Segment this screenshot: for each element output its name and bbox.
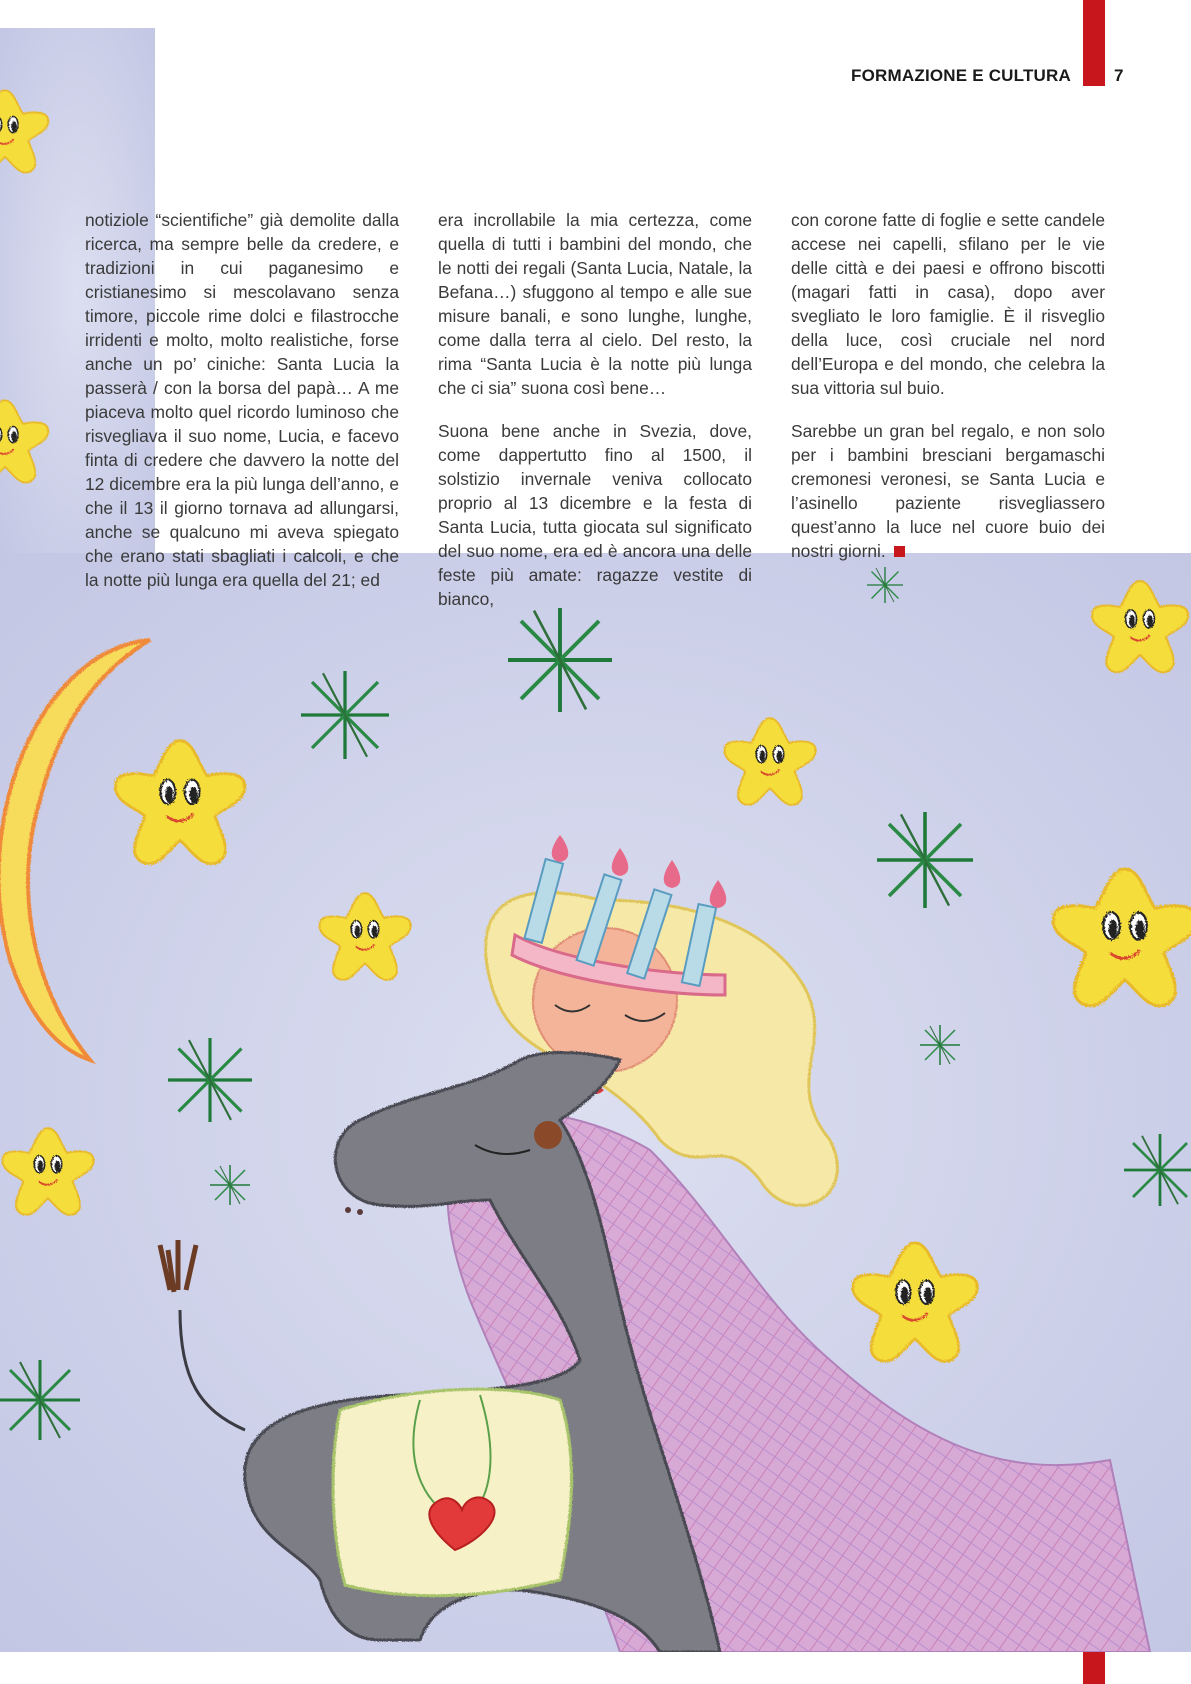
header-accent-bar (1083, 0, 1105, 86)
end-of-article-mark (894, 546, 905, 557)
asterisk-star-icon (168, 1038, 252, 1122)
article-column-2 (438, 208, 752, 630)
section-title: FORMAZIONE E CULTURA (851, 66, 1071, 85)
article-column-1 (85, 208, 399, 611)
asterisk-star-icon (301, 671, 389, 759)
paragraph-text: Sarebbe un gran bel regalo, e non solo per i bambini bresciani bergamaschi cremonesi veronesi, se Santa Lucia e l’asinello paziente risvegliassero quest’anno la luce nel cuore buio dei nostri giorni. (791, 421, 1105, 561)
paragraph: notiziole “scientifiche” già demolite dalla ricerca, ma sempre belle da credere, e tradizioni in cui paganesimo e cristianesimo si mescolavano senza timore, piccole rime dolci e filastrocche irridenti e molto, molto realistiche, forse anche un po’ ciniche: Santa Lucia la passerà / con la borsa del papà… A me piaceva molto quel ricordo luminoso che risvegliava il suo nome, Lucia, e facevo finta di credere che davvero la notte del 12 dicembre era la più lunga dell’anno, e che il 13 il giorno tornava ad allungarsi, anche se qualcuno mi aveva spiegato che erano stati sbagliati i calcoli, e che la notte più lunga era quella del 21; ed (85, 210, 399, 590)
paragraph: con corone fatte di foglie e sette candele accese nei capelli, sfilano per le vie delle città e dei paesi e offrono biscotti (magari fatti in casa), dopo aver svegliato le loro famiglie. È il risveglio della luce, così cruciale nel nord dell’Europa e del mondo, che celebra la sua vittoria sul buio. (791, 210, 1105, 398)
footer-accent-bar (1083, 1652, 1105, 1684)
asterisk-star-icon (0, 1360, 80, 1440)
page-number: 7 (1114, 66, 1124, 85)
article-column-3 (791, 208, 1105, 582)
saddle-bag (333, 1389, 572, 1596)
asterisk-star-icon (877, 812, 973, 908)
asterisk-star-icon (210, 1165, 250, 1205)
paragraph (791, 419, 1105, 563)
paragraph: era incrollabile la mia certezza, come quella di tutti i bambini del mondo, che le notti dei regali (Santa Lucia, Natale, la Befana…) sfuggono al tempo e alle sue misure banali, e sono lunghe, lunghe, come dalla terra al cielo. Del resto, la rima “Santa Lucia è la notte più lunga che ci sia” suona così bene… (438, 210, 752, 398)
asterisk-star-icon (920, 1025, 960, 1065)
paragraph: Suona bene anche in Svezia, dove, come dappertutto fino al 1500, il solstizio invernale veniva collocato proprio al 13 dicembre e la festa di Santa Lucia, tutta giocata sul significato del suo nome, era ed è ancora una delle feste più amate: ragazze vestite di bianco, (438, 421, 752, 609)
